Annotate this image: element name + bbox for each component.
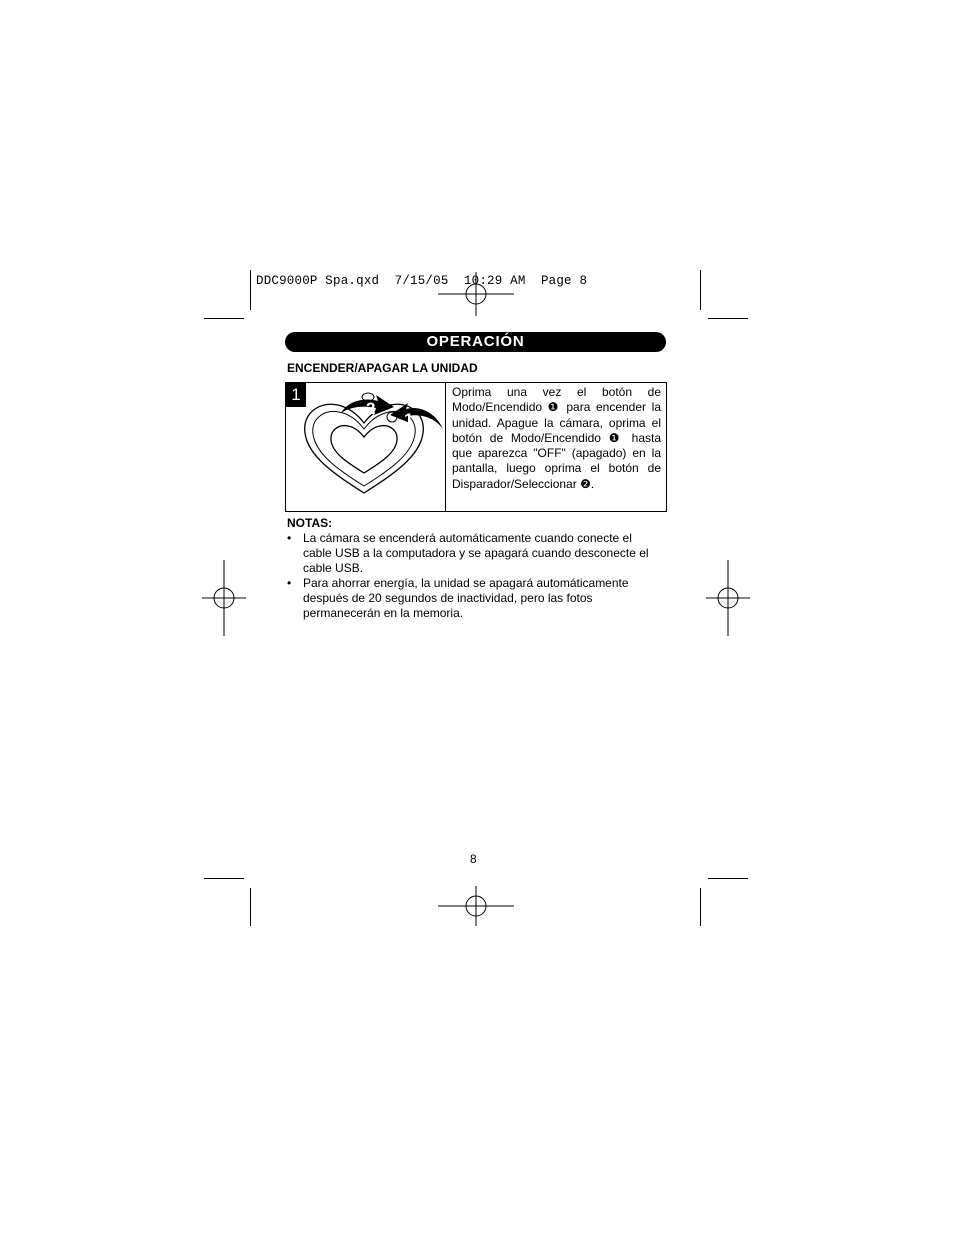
registration-mark-left [202,560,246,636]
section-title: OPERACIÓN [285,332,666,352]
crop-mark [250,888,251,926]
list-item [287,576,659,621]
arrow-1-icon [390,403,443,429]
list-item [287,531,659,576]
crop-mark [204,878,244,879]
crop-mark [204,318,244,319]
box-divider [445,383,446,511]
heart-camera-illustration [286,383,445,511]
registration-mark-bottom [438,886,514,926]
notes-list [287,531,659,621]
notes-title: NOTAS: [287,516,333,530]
crop-mark [700,888,701,926]
bullet-icon: • [287,531,292,545]
note-text: Para ahorrar energía, la unidad se apagará automáticamente después de 20 segundos de inactividad, pero las fotos permanecerán en la memoria. [303,576,629,620]
crop-mark [708,878,748,879]
registration-mark-right [706,560,750,636]
step-number-badge: 1 [286,383,306,407]
note-text: La cámara se encenderá automáticamente cuando conecte el cable USB a la computadora y se apagará cuando desconecte el cable USB. [303,531,649,575]
crop-mark [700,270,701,310]
crop-mark [708,318,748,319]
step-box [285,382,667,512]
step-instructions: Oprima una vez el botón de Modo/Encendido ❶ para encender la unidad. Apague la cámara, oprima el botón de Modo/Encendido ❶ hasta que aparezca "OFF" (apagado) en la pantalla, luego oprima el botón de Disparador/Seleccionar ❷. [452,385,661,491]
subsection-title: ENCENDER/APAGAR LA UNIDAD [287,361,478,375]
bullet-icon: • [287,576,292,590]
crop-mark [250,270,251,310]
page-number: 8 [470,852,477,866]
callout-1-label: 1 [404,410,414,429]
callout-2-label: 2 [366,399,376,418]
file-slug: DDC9000P Spa.qxd 7/15/05 10:29 AM Page 8 [256,274,588,288]
heart-screen-outline [331,426,397,473]
